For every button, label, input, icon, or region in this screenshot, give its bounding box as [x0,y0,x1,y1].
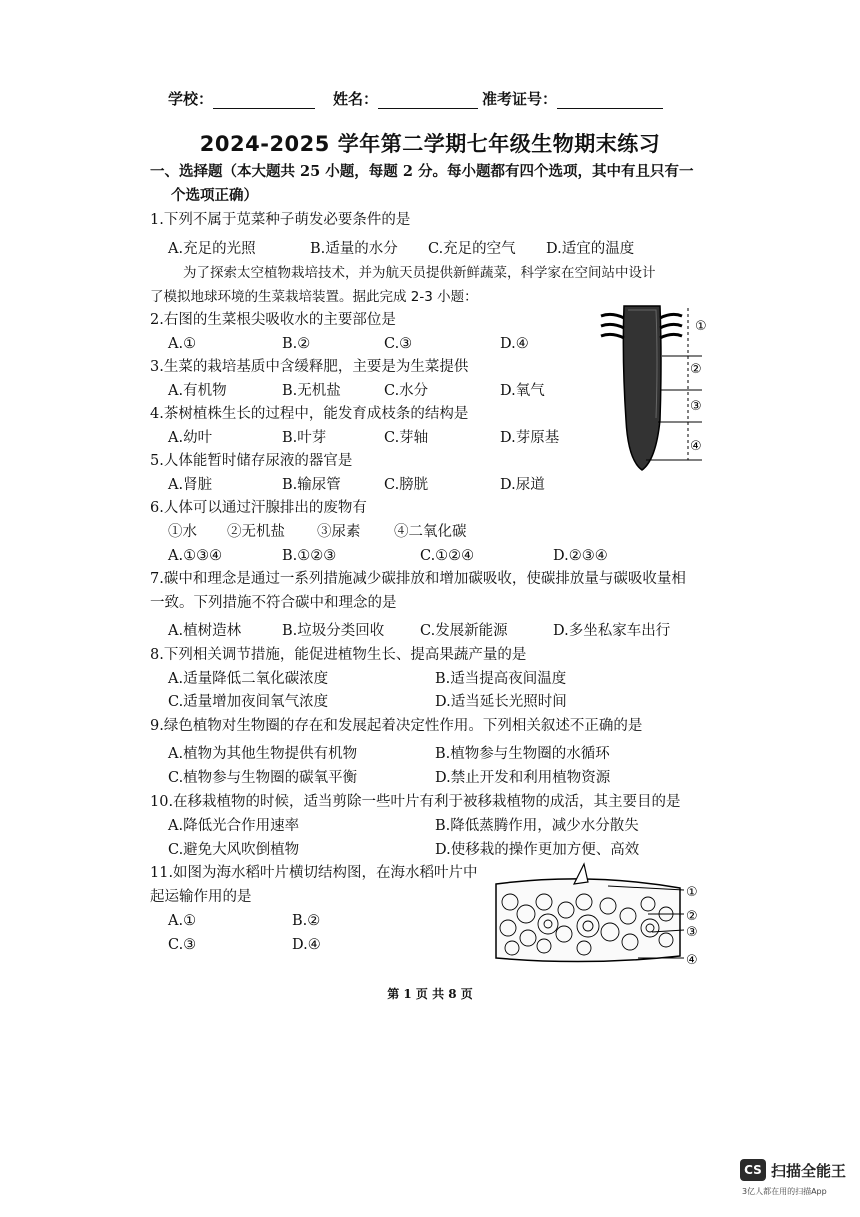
q4-option-b: B.叶芽 [282,430,327,446]
q6-option-b: B.①②③ [282,548,337,564]
q11-stem-line2: 起运输作用的是 [150,889,252,905]
q2-stem: 2.右图的生菜根尖吸收水的主要部位是 [150,312,396,328]
root-label-4: ④ [690,439,702,454]
q6-option-a: A.①③④ [168,548,223,564]
q3-option-b: B.无机盐 [282,383,341,399]
root-label-1: ① [695,319,707,334]
q8-option-a: A.适量降低二氧化碳浓度 [168,671,329,687]
q7-stem-line2: 一致。下列措施不符合碳中和理念的是 [150,595,397,611]
q4-option-a: A.幼叶 [168,430,213,446]
q10-stem: 10.在移栽植物的时候，适当剪除一些叶片有利于被移栽植物的成活，其主要目的是 [150,794,681,810]
q10-option-a: A.降低光合作用速率 [168,818,300,834]
scanner-app-subtitle: 3亿人都在用的扫描App [742,1187,827,1196]
q5-option-a: A.肾脏 [168,477,213,493]
q11-option-b: B.② [292,913,321,929]
q7-option-b: B.垃圾分类回收 [282,623,385,639]
exam-no-label: 准考证号： [482,90,558,108]
q10-option-d: D.使移栽的操作更加方便、高效 [435,842,640,858]
leaf-label-4: ④ [686,953,698,968]
q8-option-b: B.适当提高夜间温度 [435,671,567,687]
q4-stem: 4.茶树植株生长的过程中，能发育成枝条的结构是 [150,406,469,422]
intro-line2: 了模拟地球环境的生菜栽培装置。据此完成 2-3 小题： [150,289,478,305]
q1-stem: 1.下列不属于苋菜种子萌发必要条件的是 [150,212,411,228]
leaf-label-1: ① [686,885,698,900]
root-label-2: ② [690,362,702,377]
q6-item-1: ①水 [168,524,197,540]
page-footer: 第 1 页 共 8 页 [387,987,473,1001]
q6-option-c: C.①②④ [420,548,475,564]
q10-option-c: C.避免大风吹倒植物 [168,842,300,858]
q3-option-d: D.氧气 [500,383,545,399]
q6-item-3: ③尿素 [317,524,361,540]
q7-option-d: D.多坐私家车出行 [553,623,671,639]
q1-option-c: C.充足的空气 [428,241,516,257]
scanner-app-name: 扫描全能王 [771,1161,847,1180]
q1-option-b: B.适量的水分 [310,241,398,257]
q1-option-a: A.充足的光照 [168,241,256,257]
q2-option-a: A.① [168,336,197,352]
q3-option-a: A.有机物 [168,383,227,399]
q11-option-c: C.③ [168,937,197,953]
name-label: 姓名： [333,90,379,108]
cs-logo-icon: CS [740,1159,766,1181]
q5-option-c: C.膀胱 [384,477,429,493]
name-blank [378,92,478,109]
section-heading-line2: 个选项正确） [171,187,258,204]
q5-stem: 5.人体能暂时储存尿液的器官是 [150,453,353,469]
q9-option-d: D.禁止开发和利用植物资源 [435,770,611,786]
header-fields [168,88,681,109]
q7-option-c: C.发展新能源 [420,623,508,639]
q8-option-d: D.适当延长光照时间 [435,694,567,710]
q5-option-b: B.输尿管 [282,477,341,493]
school-blank [213,92,315,109]
q2-option-c: C.③ [384,336,413,352]
school-label: 学校： [168,90,214,108]
q9-stem: 9.绿色植物对生物圈的存在和发展起着决定性作用。下列相关叙述不正确的是 [150,718,643,734]
q6-option-d: D.②③④ [553,548,608,564]
section-heading-line1: 一、选择题（本大题共 25 小题，每题 2 分。每小题都有四个选项，其中有且只有一 [150,163,694,180]
q10-option-b: B.降低蒸腾作用，减少水分散失 [435,818,639,834]
q2-option-b: B.② [282,336,311,352]
q9-option-b: B.植物参与生物圈的水循环 [435,746,610,762]
exam-no-blank [557,92,663,109]
q1-option-d: D.适宜的温度 [546,241,635,257]
intro-line1: 为了探索太空植物栽培技术，并为航天员提供新鲜蔬菜，科学家在空间站中设计 [183,265,656,281]
root-label-3: ③ [690,399,702,414]
q6-stem: 6.人体可以通过汗腺排出的废物有 [150,500,367,516]
q6-item-2: ②无机盐 [227,524,285,540]
q8-option-c: C.适量增加夜间氧气浓度 [168,694,329,710]
q11-option-d: D.④ [292,937,321,953]
q9-option-a: A.植物为其他生物提供有机物 [168,746,358,762]
q11-option-a: A.① [168,913,197,929]
q7-stem-line1: 7.碳中和理念是通过一系列措施减少碳排放和增加碳吸收，使碳排放量与碳吸收量相 [150,571,686,587]
q3-stem: 3.生菜的栽培基质中含缓释肥，主要是为生菜提供 [150,359,469,375]
q6-item-4: ④二氧化碳 [394,524,467,540]
q8-stem: 8.下列相关调节措施，能促进植物生长、提高果蔬产量的是 [150,647,527,663]
q9-option-c: C.植物参与生物圈的碳氧平衡 [168,770,358,786]
leaf-cross-section-figure [488,862,710,972]
scanner-watermark [740,1159,846,1181]
page-title: 2024-2025 学年第二学期七年级生物期末练习 [199,132,661,156]
q5-option-d: D.尿道 [500,477,545,493]
q7-option-a: A.植树造林 [168,623,242,639]
q2-option-d: D.④ [500,336,529,352]
q11-stem-line1: 11.如图为海水稻叶片横切结构图，在海水稻叶片中 [150,865,478,881]
leaf-label-3: ③ [686,925,698,940]
q3-option-c: C.水分 [384,383,429,399]
q4-option-c: C.芽轴 [384,430,429,446]
root-tip-figure [598,300,710,475]
leaf-label-2: ② [686,909,698,924]
q4-option-d: D.芽原基 [500,430,560,446]
